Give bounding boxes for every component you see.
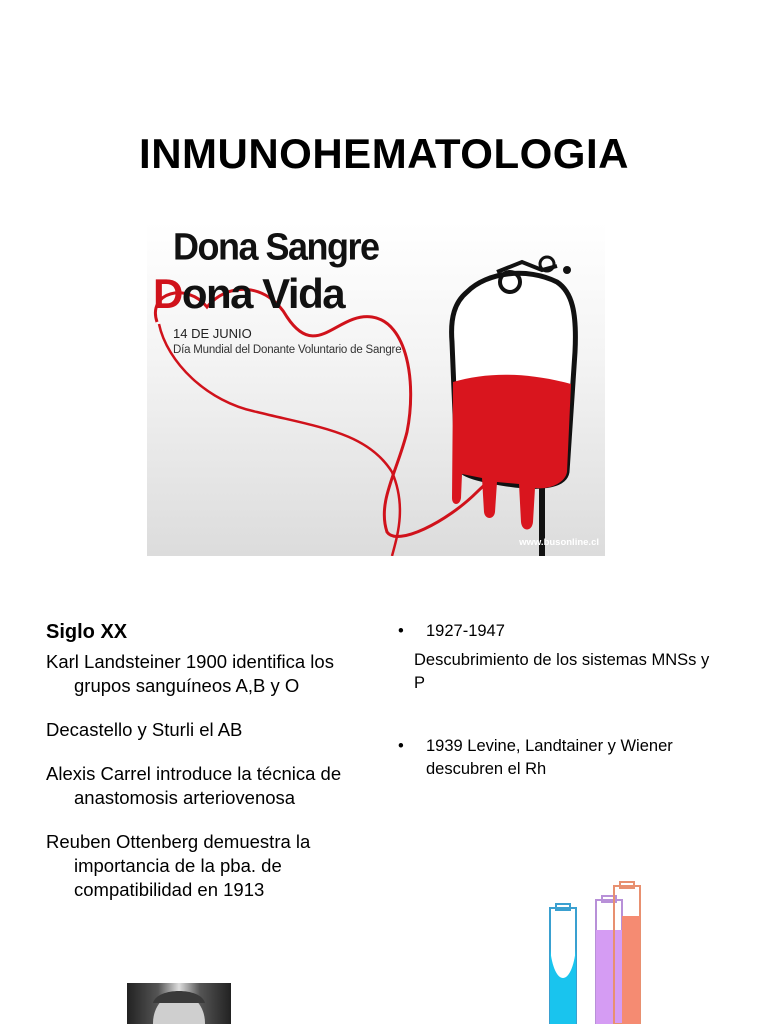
list-item: Alexis Carrel introduce la técnica de anastomosis arteriovenosa [46, 763, 342, 808]
list-item: Karl Landsteiner 1900 identifica los grupos sanguíneos A,B y O [46, 651, 334, 696]
left-column [46, 620, 376, 922]
banner-headline-1: Dona Sangre [173, 224, 379, 268]
donation-banner [147, 222, 605, 556]
slide-title: INMUNOHEMATOLOGIA [139, 130, 629, 177]
test-tubes-icon [544, 878, 644, 1024]
list-item: Decastello y Sturli el AB [46, 719, 243, 740]
list-item: Reuben Ottenberg demuestra la importancia de la pba. de compatibilidad en 1913 [46, 831, 311, 900]
banner-date: 14 DE JUNIO [173, 326, 252, 341]
portrait-photo [127, 983, 231, 1024]
section-heading: Siglo XX [46, 621, 128, 643]
banner-url: www.busonline.cl [519, 537, 599, 548]
bullet-item: • 1939 Levine, Landtainer y Wiener descubren el Rh [398, 735, 748, 781]
right-column [398, 620, 748, 781]
blood-fill [452, 375, 571, 530]
bullet-detail: Descubrimiento de los sistemas MNSs y P [414, 651, 710, 692]
bullet-item: • 1927-1947 [398, 620, 748, 643]
banner-subtitle: Día Mundial del Donante Voluntario de Sangre [173, 344, 402, 356]
banner-headline-2: Dona Vida [153, 270, 345, 317]
